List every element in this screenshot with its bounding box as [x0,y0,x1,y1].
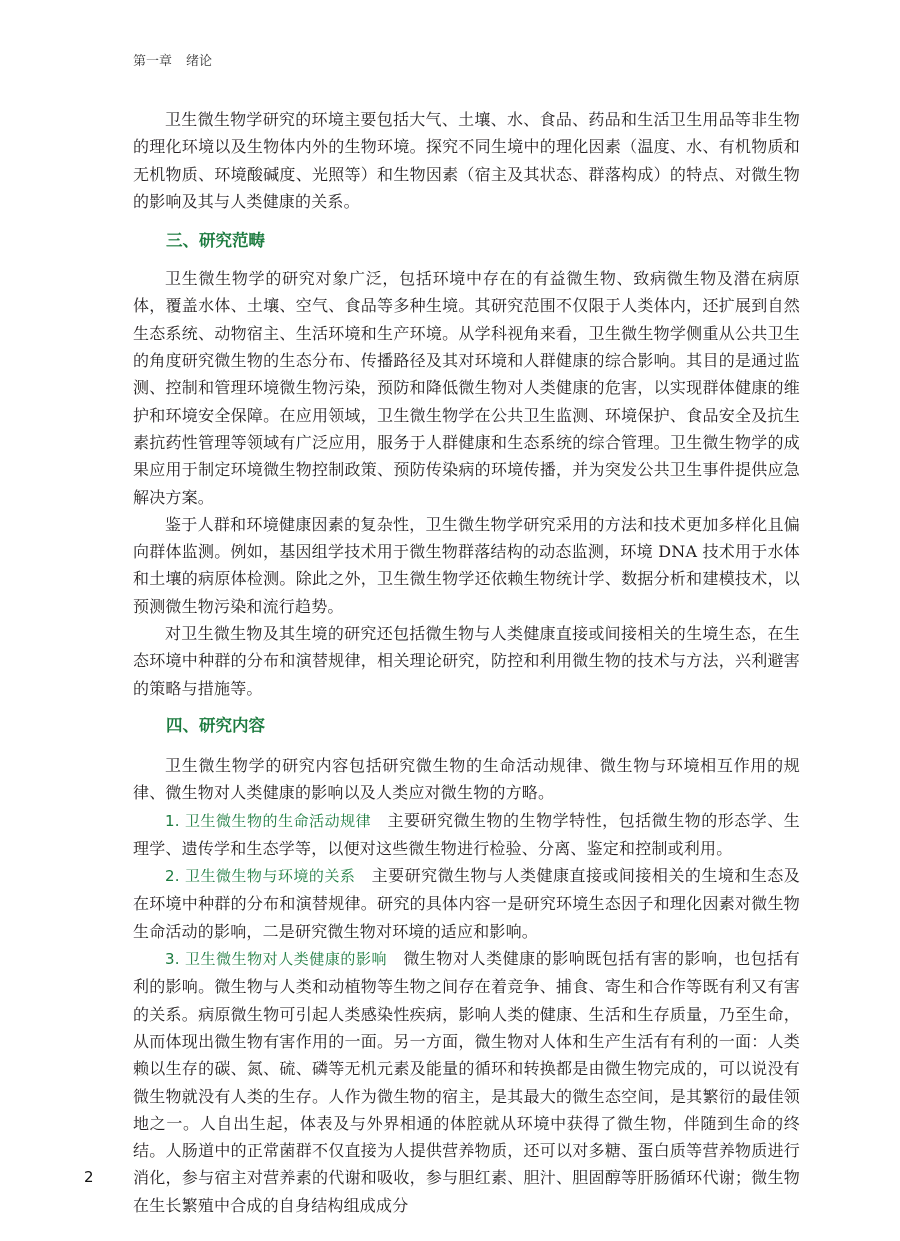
item-1-label: 1. 卫生微生物的生命活动规律 [165,811,372,830]
item-2-label: 2. 卫生微生物与环境的关系 [165,867,356,886]
section-heading-scope: 三、研究范畴 [166,231,265,251]
list-item-2 [133,862,800,945]
list-item-3 [133,945,800,1219]
section-heading-content: 四、研究内容 [166,715,265,735]
page-number: 2 [84,1168,94,1186]
list-item-1 [133,807,800,863]
paragraph-scope-3: 对卫生微生物及其生境的研究还包括微生物与人类健康直接或间接相关的生境生态，在生态环境中种群的分布和演替规律，相关理论研究，防控和利用微生物的技术与方法，兴利避害的策略与措施等。 [133,624,800,698]
chapter-title: 绪论 [186,54,213,69]
item-2-text: 主要研究微生物与人类健康直接或间接相关的生境和生态及在环境中种群的分布和演替规律。研究的具体内容一是研究环境生态因子和理化因素对微生物生命活动的影响，二是研究微生物对环境的适应和影响。 [133,866,800,941]
item-3-label: 3. 卫生微生物对人类健康的影响 [165,950,388,969]
paragraph-content-intro: 卫生微生物学的研究内容包括研究微生物的生命活动规律、微生物与环境相互作用的规律、微生物对人类健康的影响以及人类应对微生物的方略。 [133,755,800,803]
paragraph-intro: 卫生微生物学研究的环境主要包括大气、土壤、水、食品、药品和生活卫生用品等非生物的理化环境以及生物体内外的生物环境。探究不同生境中的理化因素（温度、水、有机物质和无机物质、环境酸碱度、光照等）和生物因素（宿主及其状态、群落构成）的特点、对微生物的影响及其与人类健康的关系。 [133,110,800,211]
item-3-text: 微生物对人类健康的影响既包括有害的影响，也包括有利的影响。微生物与人类和动植物等生物之间存在着竞争、捕食、寄生和合作等既有利又有害的关系。病原微生物可引起人类感染性疾病，影响人类的健康、生活和生存质量，乃至生命，从而体现出微生物有害作用的一面。另一方面，微生物对人体和生产生活有有利的一面：人类赖以生存的碳、氮、硫、磷等无机元素及能量的循环和转换都是由微生物完成的，可以说没有微生物就没有人类的生存。人作为微生物的宿主，是其最大的微生态空间，是其繁衍的最佳领地之一。人自出生起，体表及与外界相通的体腔就从环境中获得了微生物，伴随到生命的终结。人肠道中的正常菌群不仅直接为人提供营养物质，还可以对多糖、蛋白质等营养物质进行消化，参与宿主对营养素的代谢和吸收，参与胆红素、胆汁、胆固醇等肝肠循环代谢；微生物在生长繁殖中合成的自身结构组成成分 [133,949,800,1215]
page-body [133,106,800,1219]
running-header [133,50,212,69]
paragraph-scope-1: 卫生微生物学的研究对象广泛，包括环境中存在的有益微生物、致病微生物及潜在病原体，覆盖水体、土壤、空气、食品等多种生境。其研究范围不仅限于人类体内，还扩展到自然生态系统、动物宿主、生活环境和生产环境。从学科视角来看，卫生微生物学侧重从公共卫生的角度研究微生物的生态分布、传播路径及其对环境和人群健康的综合影响。其目的是通过监测、控制和管理环境微生物污染，预防和降低微生物对人类健康的危害，以实现群体健康的维护和环境安全保障。在应用领域，卫生微生物学在公共卫生监测、环境保护、食品安全及抗生素抗药性管理等领域有广泛应用，服务于人群健康和生态系统的综合管理。卫生微生物学的成果应用于制定环境微生物控制政策、预防传染病的环境传播，并为突发公共卫生事件提供应急解决方案。 [133,269,800,507]
item-1-text: 主要研究微生物的生物学特性，包括微生物的形态学、生理学、遗传学和生态学等，以便对这些微生物进行检验、分离、鉴定和控制或利用。 [133,810,800,858]
paragraph-scope-2: 鉴于人群和环境健康因素的复杂性，卫生微生物学研究采用的方法和技术更加多样化且偏向群体监测。例如，基因组学技术用于微生物群落结构的动态监测，环境 DNA 技术用于水体和土壤的病原体检测。除此之外，卫生微生物学还依赖生物统计学、数据分析和建模技术，以预测微生物污染和流行趋势。 [133,514,800,616]
chapter-number: 第一章 [133,54,173,69]
